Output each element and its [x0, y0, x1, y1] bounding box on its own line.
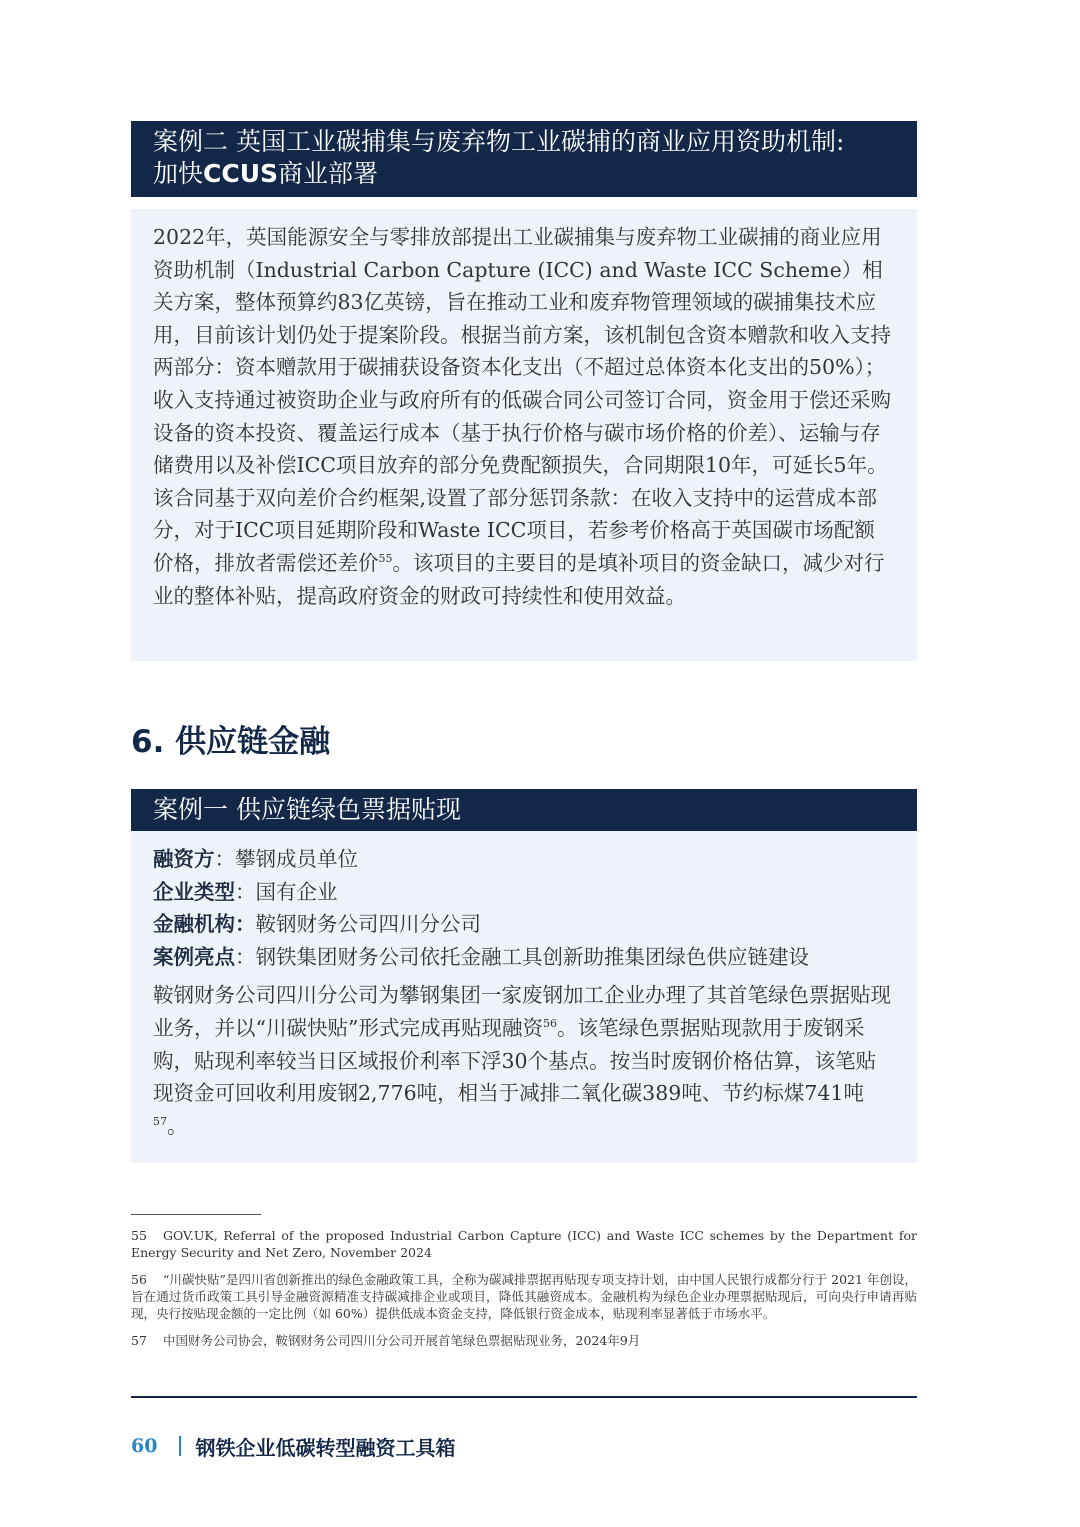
page-footer [131, 1431, 455, 1461]
case1-body-part1: 鞍钢财务公司四川分公司为攀钢集团一家废钢加工企业办理了其首笔绿色票据贴现业务，并以“川碳快贴”形式完成再贴现融资 [153, 983, 891, 1040]
meta-value: 国有企业 [255, 879, 338, 904]
case1-body-part2: 。该笔绿色票据贴现款用于废钢采购，贴现利率较当日区域报价利率下浮30个基点。按当时废钢价格估算，该笔贴现资金可回收利用废钢2,776吨，相当于减排二氧化碳389吨、节约标煤741吨 [153, 1015, 877, 1106]
meta-label: 金融机构： [153, 912, 256, 937]
case2-title-line2 [153, 158, 895, 190]
case1-paragraph [153, 979, 895, 1142]
case2-body-part1: 2022年，英国能源安全与零排放部提出工业碳捕集与废弃物工业碳捕的商业应用资助机制（Industrial Carbon Capture (ICC) and Waste ICC Scheme）相关方案，整体预算约83亿英镑，旨在推动工业和废弃物管理领域的碳捕集技术应用，目前该计划仍处于提案阶段。根据当前方案，该机制包含资本赠款和收入支持两部分：资本赠款用于碳捕获设备资本化支出（不超过总体资本化支出的50%）；收入支持通过被资助企业与政府所有的低碳合同公司签订合同，资金用于偿还采购设备的资本投资、覆盖运行成本（基于执行价格与碳市场价格的价差）、运输与存储费用以及补偿ICC项目放弃的部分免费配额损失，合同期限10年，可延长5年。该合同基于双向差价合约框架,设置了部分惩罚条款：在收入支持中的运营成本部分，对于ICC项目延期阶段和Waste ICC项目，若参考价格高于英国碳市场配额价格，排放者需偿还差价 [153, 225, 891, 575]
meta-financial-institution [153, 908, 895, 941]
case2-title-line2-latin: CCUS [203, 159, 279, 188]
case2-body-part2: 。该项目的主要目的是填补项目的资金缺口，减少对行业的整体补贴，提高政府资金的财政可持续性和使用效益。 [153, 550, 885, 608]
meta-label: 融资方 [153, 847, 215, 871]
footnote-57 [131, 1332, 917, 1349]
footnote-ref-56[interactable]: 56 [542, 1017, 557, 1031]
meta-sep: ： [235, 879, 256, 904]
footnote-number: 56 [131, 1272, 147, 1287]
case1-body-part3: 。 [167, 1113, 188, 1138]
case2-title-line2-prefix: 加快 [153, 159, 204, 188]
meta-value: 鞍钢财务公司四川分公司 [255, 912, 481, 937]
case1-body [131, 831, 917, 1163]
section-title: 6. 供应链金融 [131, 724, 331, 760]
meta-highlight [153, 941, 895, 974]
meta-label: 企业类型 [153, 879, 235, 904]
case2-title-line1: 案例二 英国工业碳捕集与废弃物工业碳捕的商业应用资助机制: [153, 127, 845, 156]
footnote-text: GOV.UK, Referral of the proposed Industrial Carbon Capture (ICC) and Waste ICC schemes by the Department for Energy Security and Net Zero, November 2024 [131, 1228, 917, 1260]
footer-title: 钢铁企业低碳转型融资工具箱 [195, 1435, 456, 1460]
footnote-number: 55 [131, 1228, 147, 1243]
footer-separator [179, 1436, 181, 1456]
meta-value: 攀钢成员单位 [235, 847, 358, 871]
footer-divider [131, 1396, 917, 1398]
footnote-ref-57[interactable]: 57 [153, 1114, 167, 1128]
case2-paragraph [153, 221, 895, 612]
footnote-divider [131, 1214, 261, 1215]
footnotes [131, 1227, 917, 1359]
footnote-55 [131, 1227, 917, 1261]
meta-sep: ： [214, 847, 235, 871]
footnote-number: 57 [131, 1333, 147, 1348]
case1-title: 案例一 供应链绿色票据贴现 [153, 795, 461, 824]
case1-header [131, 789, 917, 831]
page-number: 60 [131, 1435, 158, 1457]
meta-label: 案例亮点 [153, 944, 235, 969]
case2-header [131, 121, 917, 197]
footnote-56 [131, 1271, 917, 1322]
case2-body [131, 209, 917, 661]
meta-value: 钢铁集团财务公司依托金融工具创新助推集团绿色供应链建设 [255, 944, 809, 969]
meta-enterprise-type [153, 876, 895, 909]
meta-financier [153, 843, 895, 876]
footnote-ref-55[interactable]: 55 [378, 552, 393, 566]
meta-sep: ： [235, 944, 256, 969]
footnote-text: “川碳快贴”是四川省创新推出的绿色金融政策工具，全称为碳减排票据再贴现专项支持计划，由中国人民银行成都分行于 2021 年创设，旨在通过货币政策工具引导金融资源精准支持碳减排企业或项目，降低其融资成本。金融机构为绿色企业办理票据贴现后，可向央行申请再贴现，央行按贴现金额的一定比例（如 60%）提供低成本资金支持，降低银行资金成本，贴现利率显著低于市场水平。 [131, 1272, 917, 1321]
footnote-text: 中国财务公司协会，鞍钢财务公司四川分公司开展首笔绿色票据贴现业务，2024年9月 [163, 1333, 641, 1348]
case2-title-line2-suffix: 商业部署 [278, 159, 379, 188]
